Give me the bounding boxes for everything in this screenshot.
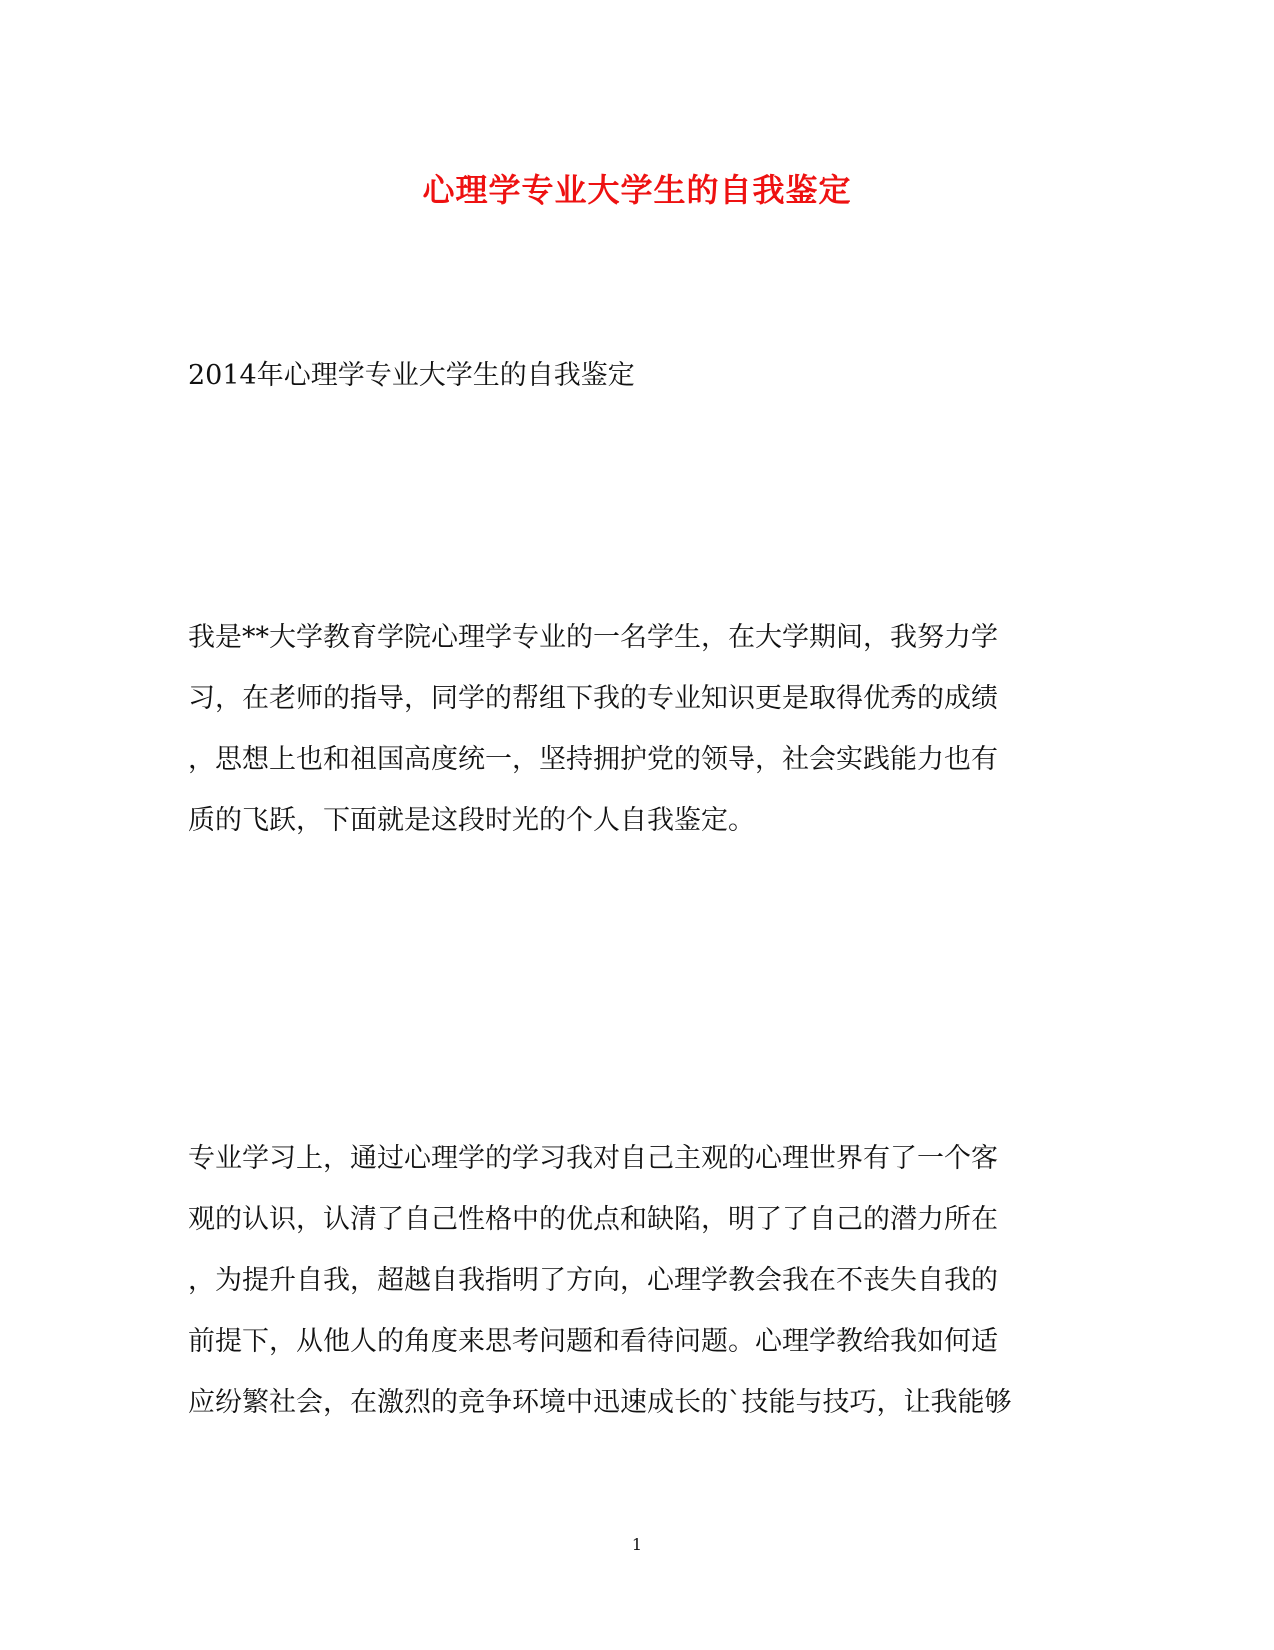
paragraph-line: 前提下，从他人的角度来思考问题和看待问题。心理学教给我如何适 <box>188 1326 998 1357</box>
page-number: 1 <box>631 1535 643 1554</box>
paragraph-line: 专业学习上，通过心理学的学习我对自己主观的心理世界有了一个客 <box>188 1143 998 1174</box>
paragraph-line: ，思想上也和祖国高度统一，坚持拥护党的领导，社会实践能力也有 <box>188 744 998 775</box>
paragraph-line: 质的飞跃，下面就是这段时光的个人自我鉴定。 <box>188 805 755 836</box>
paragraph-line: 习，在老师的指导，同学的帮组下我的专业知识更是取得优秀的成绩 <box>188 683 998 714</box>
paragraph-2 <box>188 1128 1088 1433</box>
paragraph-line: 观的认识，认清了自己性格中的优点和缺陷，明了了自己的潜力所在 <box>188 1204 998 1235</box>
paragraph-line: 应纷繁社会，在激烈的竞争环境中迅速成长的`技能与技巧，让我能够 <box>188 1387 1012 1418</box>
document-subtitle: 2014年心理学专业大学生的自我鉴定 <box>188 360 635 391</box>
paragraph-line: ，为提升自我，超越自我指明了方向，心理学教会我在不丧失自我的 <box>188 1265 998 1296</box>
document-title: 心理学专业大学生的自我鉴定 <box>422 171 852 209</box>
paragraph-line: 我是**大学教育学院心理学专业的一名学生，在大学期间，我努力学 <box>188 622 998 653</box>
paragraph-1 <box>188 607 1088 851</box>
